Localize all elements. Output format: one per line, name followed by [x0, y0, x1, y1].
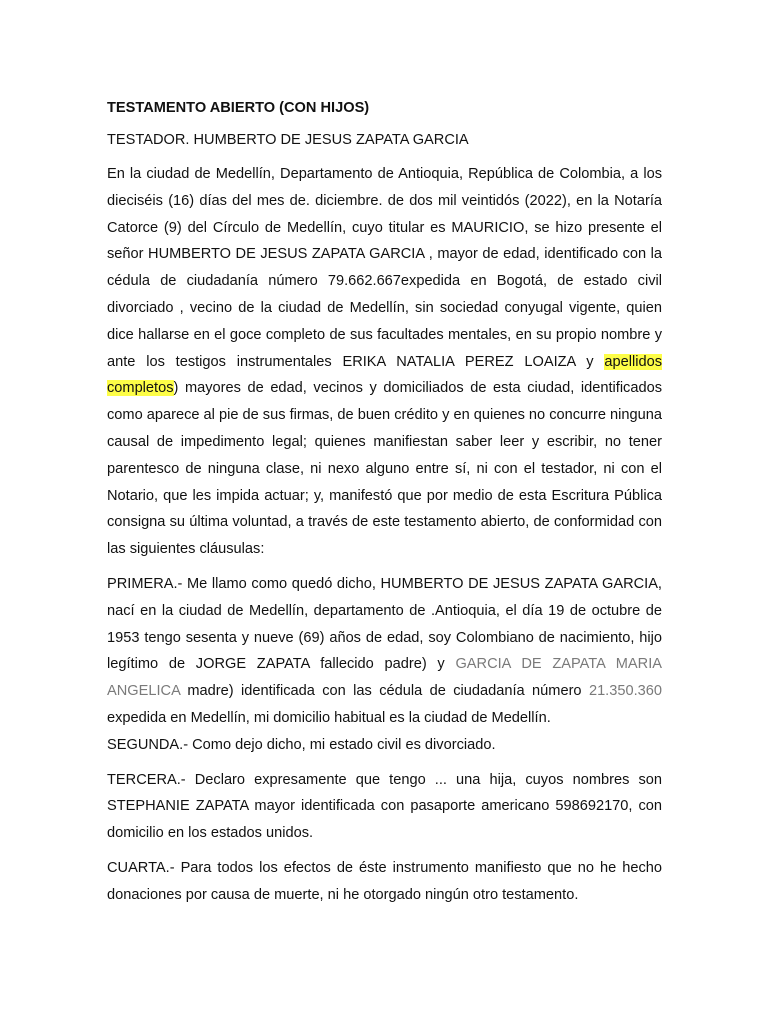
clause-primera: [107, 571, 662, 732]
document-title: TESTAMENTO ABIERTO (CON HIJOS): [107, 100, 370, 116]
primera-text-2: madre) identificada con las cédula de ciudadanía número: [180, 683, 589, 700]
primera-text-3: expedida en Medellín, mi domicilio habitual es la ciudad de Medellín.: [107, 709, 551, 726]
clause-cuarta: CUARTA.- Para todos los efectos de éste instrumento manifiesto que no he hecho donaciones por causa de muerte, ni he otorgado ningún otro testamento.: [107, 859, 662, 903]
testador-line: TESTADOR. HUMBERTO DE JESUS ZAPATA GARCIA: [107, 132, 469, 148]
document-body: [107, 98, 662, 909]
mother-name: GARCIA DE ZAPATA MARIA ANGELICA: [107, 656, 662, 700]
highlighted-text: apellidos completos: [107, 353, 662, 397]
intro-paragraph: [107, 161, 662, 563]
clause-tercera: TERCERA.- Declaro expresamente que tengo ... una hija, cuyos nombres son STEPHANIE ZAPATA mayor identificada con pasaporte americano 598692170, con domicilio en los estados unidos.: [107, 771, 662, 842]
intro-text-2: ) mayores de edad, vecinos y domiciliados de esta ciudad, identificados como aparece al pie de sus firmas, de buen crédito y en quienes no concurre ninguna causal de impedimento legal; quienes manifiestan saber leer y escribir, no tener parentesco de ninguna clase, ni nexo alguno entre sí, ni con el testador, ni con el Notario, que les impida actuar; y, manifestó que por medio de esta Escritura Pública consigna su última voluntad, a través de este testamento abierto, de conformidad con las siguientes cláusulas:: [107, 380, 662, 558]
mother-cedula: 21.350.360: [588, 683, 662, 700]
primera-text-1: PRIMERA.- Me llamo como quedó dicho, HUMBERTO DE JESUS ZAPATA GARCIA, nací en la ciudad de Medellín, departamento de .Antioquia, el día 19 de octubre de 1953 tengo sesenta y nueve (69) años de edad, soy Colombiano de nacimiento, hijo legítimo de JORGE ZAPATA fallecido padre) y: [107, 575, 662, 673]
clause-segunda: SEGUNDA.- Como dejo dicho, mi estado civil es divorciado.: [107, 736, 496, 753]
intro-text-1: En la ciudad de Medellín, Departamento de Antioquia, República de Colombia, a los dieciséis (16) días del mes de. diciembre. de dos mil veintidós (2022), en la Notaría Catorce (9) del Círculo de Medellín, cuyo titular es MAURICIO, se hizo presente el señor HUMBERTO DE JESUS ZAPATA GARCIA , mayor de edad, identificado con la cédula de ciudadanía número 79.662.667expedida en Bogotá, de estado civil divorciado , vecino de la ciudad de Medellín, sin sociedad conyugal vigente, quien dice hallarse en el goce completo de sus facultades mentales, en su propio nombre y ante los testigos instrumentales ERIKA NATALIA PEREZ LOAIZA y: [107, 166, 662, 370]
